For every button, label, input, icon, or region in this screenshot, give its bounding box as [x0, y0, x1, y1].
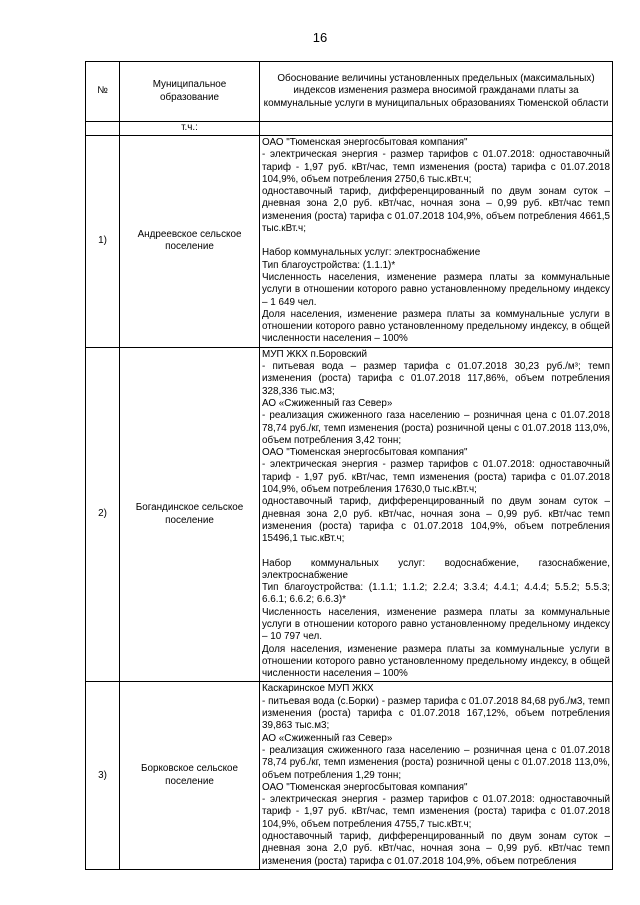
justification-line: Набор коммунальных услуг: водоснабжение, газоснабжение, электроснабжение: [262, 557, 610, 581]
table-row: [86, 347, 613, 682]
justification-cell: [260, 136, 613, 348]
justification-line: АО «Сжиженный газ Север»: [262, 732, 393, 744]
justification-line: ОАО "Тюменская энергосбытовая компания": [262, 781, 468, 793]
row-number: 1): [86, 136, 120, 348]
header-municipality: Муниципальное образование: [120, 62, 260, 122]
justification-line: МУП ЖКХ п.Боровский: [262, 348, 368, 360]
justification-line: одноставочный тариф, дифференцированный по двум зонам суток – дневная зона 2,0 руб. кВт/час, ночная зона – 0,99 руб. кВт/час темп изменения (роста) тарифа с 01.07.2018 104,9%, объем потребления 4661,5 тыс.кВт.ч;: [262, 186, 610, 235]
justification-line: ОАО "Тюменская энергосбытовая компания": [262, 447, 468, 459]
municipality-name: Богандинское сельское поселение: [120, 347, 260, 682]
justification-cell: [260, 347, 613, 682]
row-number: 3): [86, 682, 120, 869]
tariff-table: [85, 61, 613, 870]
justification-line: одноставочный тариф, дифференцированный по двум зонам суток – дневная зона 2,0 руб. кВт/час, ночная зона – 0,99 руб. кВт/час темп изменения (роста) тарифа с 01.07.2018 104,9%, объем потребления 15496,1 тыс.кВт.ч;: [262, 496, 610, 545]
subheader-empty-2: [260, 122, 613, 136]
page-number: 16: [312, 30, 328, 45]
justification-line: - питьевая вода (с.Борки) - размер тарифа с 01.07.2018 84,68 руб./м3, темп изменения (роста) тарифа с 01.07.2018 167,12%, объем потребления 39,863 тыс.м3;: [262, 695, 610, 732]
justification-line: Численность населения, изменение размера платы за коммунальные услуги в отношении которого равно установленному предельному индексу – 10 797 чел.: [262, 606, 610, 643]
table-header-row: [86, 62, 613, 122]
justification-line: Доля населения, изменение размера платы за коммунальные услуги в отношении которого равно установленному предельному индексу, в общей численности населения – 100%: [262, 308, 610, 345]
justification-line: - электрическая энергия - размер тарифов с 01.07.2018: одноставочный тариф - 1,97 руб. кВт/час, темп изменения (роста) тарифа с 01.07.2018 104,9%, объем потребления 4755,7 тыс.кВт.ч;: [262, 794, 610, 830]
justification-line: - электрическая энергия - размер тарифов с 01.07.2018: одноставочный тариф - 1,97 руб. кВт/час, темп изменения (роста) тарифа с 01.07.2018 104,9%, объем потребления 17630,0 тыс.кВт.ч;: [262, 459, 610, 496]
justification-line: ОАО "Тюменская энергосбытовая компания": [262, 137, 468, 148]
justification-line: Каскаринское МУП ЖКХ: [262, 683, 374, 695]
justification-line: Тип благоустройства: (1.1.1)*: [262, 259, 396, 271]
table-row: [86, 682, 613, 869]
subheader-label: т.ч.:: [120, 122, 260, 136]
row-number: 2): [86, 347, 120, 682]
justification-line: - реализация сжиженного газа населению – розничная цена с 01.07.2018 78,74 руб./кг, темп изменения (роста) розничной цены с 01.07.2018 113,0%, объем потребления 1,29 тонн;: [262, 744, 610, 781]
table-row: [86, 136, 613, 348]
justification-line: одноставочный тариф, дифференцированный по двум зонам суток – дневная зона 2,0 руб. кВт/час, ночная зона – 0,99 руб. кВт/час темп изменения (роста) тарифа с 01.07.2018 104,9%, объем потребления: [262, 831, 610, 867]
justification-line: Доля населения, изменение размера платы за коммунальные услуги в отношении которого равно установленному предельному индексу, в общей численности населения – 100%: [262, 643, 610, 680]
justification-line: АО «Сжиженный газ Север»: [262, 397, 393, 409]
justification-line: - питьевая вода – размер тарифа с 01.07.2018 30,23 руб./м³; темп изменения (роста) тарифа с 01.07.2018 117,86%, объем потребления 328,336 тыс.м3;: [262, 361, 610, 397]
spacer-line: [262, 546, 610, 558]
municipality-name: Андреевское сельское поселение: [120, 136, 260, 348]
header-num: №: [86, 62, 120, 122]
header-justification: Обоснование величины установленных предельных (максимальных) индексов изменения размера вносимой гражданами платы за коммунальные услуги в муниципальных образованиях Тюменской области: [260, 62, 613, 122]
spacer-line: [262, 235, 610, 247]
municipality-name: Борковское сельское поселение: [120, 682, 260, 869]
justification-line: - реализация сжиженного газа населению – розничная цена с 01.07.2018 78,74 руб./кг, темп изменения (роста) розничной цены с 01.07.2018 113,0%, объем потребления 3,42 тонн;: [262, 410, 610, 446]
subheader-empty-1: [86, 122, 120, 136]
justification-line: Тип благоустройства: (1.1.1; 1.1.2; 2.2.4; 3.3.4; 4.4.1; 4.4.4; 5.5.2; 5.5.3; 6.6.1; 6.6.2; 6.6.3)*: [262, 582, 610, 606]
table-body: [86, 136, 613, 870]
justification-line: Численность населения, изменение размера платы за коммунальные услуги в отношении которого равно установленному предельному индексу – 1 649 чел.: [262, 271, 610, 308]
justification-cell: [260, 682, 613, 869]
table-subheader-row: [86, 122, 613, 136]
justification-line: Набор коммунальных услуг: электроснабжение: [262, 247, 481, 259]
justification-line: - электрическая энергия - размер тарифов с 01.07.2018: одноставочный тариф - 1,97 руб. кВт/час, темп изменения (роста) тарифа с 01.07.2018 104,9%, объем потребления 2750,6 тыс.кВт.ч;: [262, 149, 610, 185]
